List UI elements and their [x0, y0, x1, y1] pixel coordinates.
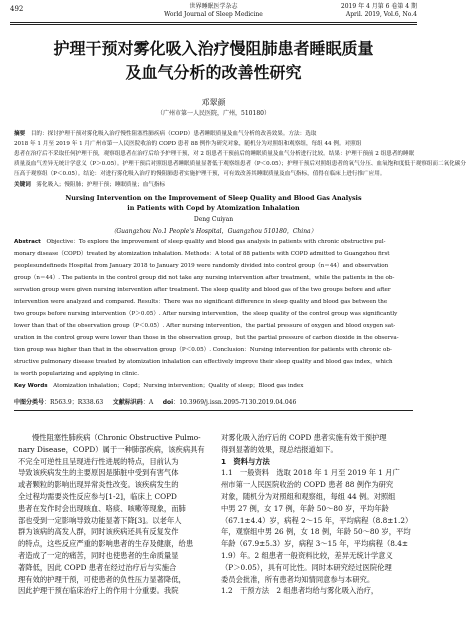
body-line: 著降低，因此 COPD 患者在经过治疗后与实施合: [18, 562, 177, 572]
body-line: 得到显著的效果，现总结报道如下。: [221, 444, 338, 454]
header-rule: [10, 22, 417, 23]
abstract-en-line: peoplesundefineds Hospital from January 2018 to January 2019 were randomly divided into control group（n＝44）and observation: [14, 263, 389, 269]
abstract-en-line: two groups before nursing intervention（P＞0.05）. After nursing intervention，the sleep quality of the control group was significantly: [14, 311, 398, 317]
body-line: 年，观察组中男 26 例，女 18 例，年龄 50～80 岁，平均: [221, 527, 411, 537]
issue-cn: 2019 年 4 月第 6 卷第 4 期: [340, 3, 417, 10]
journal-name-cn: 世界睡眠医学杂志: [189, 3, 238, 10]
abstract-en-line: group（n＝44）. The patients in the control group did not take any nursing intervention after treatment，while the patients in the ob-: [14, 275, 395, 281]
abstract-en-line: lower than that of the observation group（P＜0.05）. After nursing intervention，the partial pressure of oxygen and blood oxygen sat-: [14, 323, 396, 329]
abstract-en-line: tion group was higher than that in the observation group（P＜0.05）. Conclusion：Nursing intervention for patients with chronic ob-: [14, 347, 392, 353]
affiliation: （广州市第一人民医院，广州，510180）: [157, 110, 270, 117]
body-line: 委员会批准，所有患者均知情同意参与本研究。: [221, 574, 375, 584]
body-line: 1.1 一般资料 选取 2018 年 1 月至 2019 年 1 月广: [221, 468, 400, 478]
abstract-en-line: servation group were given nursing intervention after treatment. The sleep quality and blood gas of the two groups before and after: [14, 287, 391, 293]
body-line: 者造成了一定的痛苦，同时也使患者的生命质量显: [18, 550, 179, 560]
en-author: Deng Cuiyan: [193, 216, 234, 223]
body-line: 对雾化吸入治疗后的 COPD 患者实施有效干预护理: [221, 433, 387, 442]
abstract-en-line: intervention were analyzed and compared. Results：There was no significant difference in sleep quality and blood gas between the: [14, 299, 388, 305]
clc-label: 中图分类号: [14, 399, 45, 406]
abstract-en-label: Abstract: [14, 239, 41, 245]
body-line: 州市第一人民医院收治的 COPD 患者 88 例作为研究: [221, 480, 394, 490]
en-title-line-1: Nursing Intervention on the Improvement of Sleep Quality and Blood Gas Analysis: [65, 194, 362, 202]
abstract-cn-label: 摘要: [14, 131, 26, 137]
body-line: 部也受到一定影响导致功能显著下降[3]。以老年人: [18, 515, 182, 525]
abstract-en-line: is worth popularizing and applying in clinic.: [14, 371, 139, 377]
right-column: [221, 432, 417, 597]
body-line: 年龄（67.9±5.3）岁，病程 3～15 年，平均病程（8.4±: [221, 539, 408, 549]
body-line: 1.9）年。2 组患者一般资料比较，差异无统计学意义: [221, 550, 393, 560]
body-line: 患者在发作时会出现咳血、咯痰、咳嗽等现象，而肺: [18, 503, 186, 513]
section-divider: [14, 410, 413, 411]
journal-name-en: World Journal of Sleep Medicine: [164, 11, 263, 18]
classification-line: 中图分类号：R563.9；R338.63 文献标识码：A doi：10.3969/j.issn.2095-7130.2019.04.046: [14, 399, 297, 406]
header-rule-thin: [10, 24, 417, 25]
en-affiliation: （Guangzhou No.1 People's Hospital，Guangzhou 510180，China）: [110, 228, 317, 235]
doc-code-value: A: [148, 399, 154, 406]
abstract-en-line: monary disease（COPD）treated by atomization inhalation. Methods：A total of 88 patients with COPD admitted to Guangzhou first: [14, 251, 390, 257]
title-line-1: 护理干预对雾化吸入治疗慢阻肺患者睡眠质量: [53, 39, 374, 58]
abstract-cn-line: 2018 年 1 月至 2019 年 1 月广州市第一人民医院收治的 COPD 患者 88 例作为研究对象，随机分为对照组和观察组，每组 44 例。对照组: [14, 141, 362, 147]
body-line: 或者颗粒的影响出现异常炎性改变。该疾病发生的: [18, 480, 179, 490]
body-line: 因此护理干预在临床治疗上的作用十分重要。我院: [18, 586, 179, 596]
abstract-en-line: structive pulmonary disease treated by atomization inhalation can effectively improve their sleep quality and blood gas index，which: [14, 359, 393, 365]
keywords-cn: 关键词 雾化吸入；慢阻肺；护理干预；睡眠质量；血气指标: [14, 182, 166, 188]
clc-value: R563.9；R338.63: [50, 399, 104, 406]
abstract-cn-line: 患者在治疗后不采取任何护理干预，观察组患者在治疗后给予护理干预，对 2 组患者干预前后的睡眠质量及血气分析进行比较。结果：护理干预前 2 组患者的睡眠: [14, 151, 415, 157]
abstract-cn-line: 压高于观察组（P＜0.05）。结论：对进行雾化吸入治疗的慢阻肺患者实施护理干预，可有效改善其睡眠质量及血气指标，值得在临床上进行推广应用。: [14, 171, 386, 177]
body-line: 全过程均需要炎性反应参与[1-2]，临床上 COPD: [18, 491, 177, 501]
abstract-cn-line: 摘要 目的：探讨护理干预对雾化吸入治疗慢性阻塞性肺疾病（COPD）患者睡眠质量及血气分析的改善效果。方法：选取: [14, 131, 317, 137]
doi-value: 10.3969/j.issn.2095-7130.2019.04.046: [179, 399, 297, 406]
body-line: 的特点，这些反应严重的影响患者的生存及健康，给患: [18, 539, 194, 549]
abstract-en-line: uration in the control group were lower than those in the observation group，but the partial pressure of carbon dioxide in the observa-: [14, 335, 399, 341]
body-line: （67.1±4.4）岁，病程 2～15 年，平均病程（8.8±1.2）: [221, 515, 413, 525]
keywords-en: Key Words Atomization inhalation；Copd；Nursing intervention；Quality of sleep；Blood gas index: [14, 383, 304, 389]
keywords-cn-label: 关键词: [14, 182, 31, 188]
body-line: 慢性阻塞性肺疾病（Chronic Obstructive Pulmo-: [32, 433, 201, 442]
abstract-cn-line: 质量及血气差异无统计学意义（P＞0.05）。护理干预后对照组患者睡眠质量显著低于观察组患者（P＜0.05）；护理干预后对照组患者的氧气分压、血氧饱和度低于观察组而二氧化碳分: [14, 161, 466, 167]
body-line: 导致该疾病发生的主要原因是肺脏中受到有害气体: [18, 468, 179, 478]
body-line: 群为该病的高发人群，同时该疾病还具有反复发作: [18, 527, 179, 537]
en-title-line-2: in Patients with Copd by Atomization Inhalation: [127, 204, 300, 212]
issue-en: April. 2019, Vol.6, No.4: [345, 11, 417, 18]
left-column: [18, 432, 208, 597]
body-line: 对象，随机分为对照组和观察组，每组 44 例。对照组: [221, 491, 396, 501]
body-line: （P＞0.05），具有可比性。同时本研究经过医院伦理: [221, 562, 392, 572]
doi-label: doi: [162, 399, 174, 406]
body-line: 理有效的护理干预，可使患者的负性压力显著降低，: [18, 574, 186, 584]
doc-code-label: 文献标识码: [112, 399, 143, 406]
keywords-en-label: Key Words: [14, 383, 48, 389]
body-line: 中男 27 例，女 17 例，年龄 50～80 岁，平均年龄: [221, 503, 389, 513]
author: 邓翠颜: [201, 98, 226, 107]
issue-info: [341, 3, 417, 19]
title-line-2: 及血气分析的改善性研究: [125, 63, 302, 82]
section-heading: 1 资料与方法: [221, 456, 270, 466]
body-line: 不完全可逆性且呈现进行性进展的特点，目前认为: [18, 456, 179, 466]
abstract-en-line: Abstract Objective：To explore the improvement of sleep quality and blood gas analysis in patients with chronic obstructive pul-: [14, 239, 386, 245]
page-number: 492: [10, 5, 24, 13]
body-line: nary Disease，COPD）属于一种肺部疾病，该疾病具有: [18, 444, 205, 454]
body-line: 1.2 干预方法 2 组患者均给与雾化吸入治疗，: [221, 586, 379, 596]
